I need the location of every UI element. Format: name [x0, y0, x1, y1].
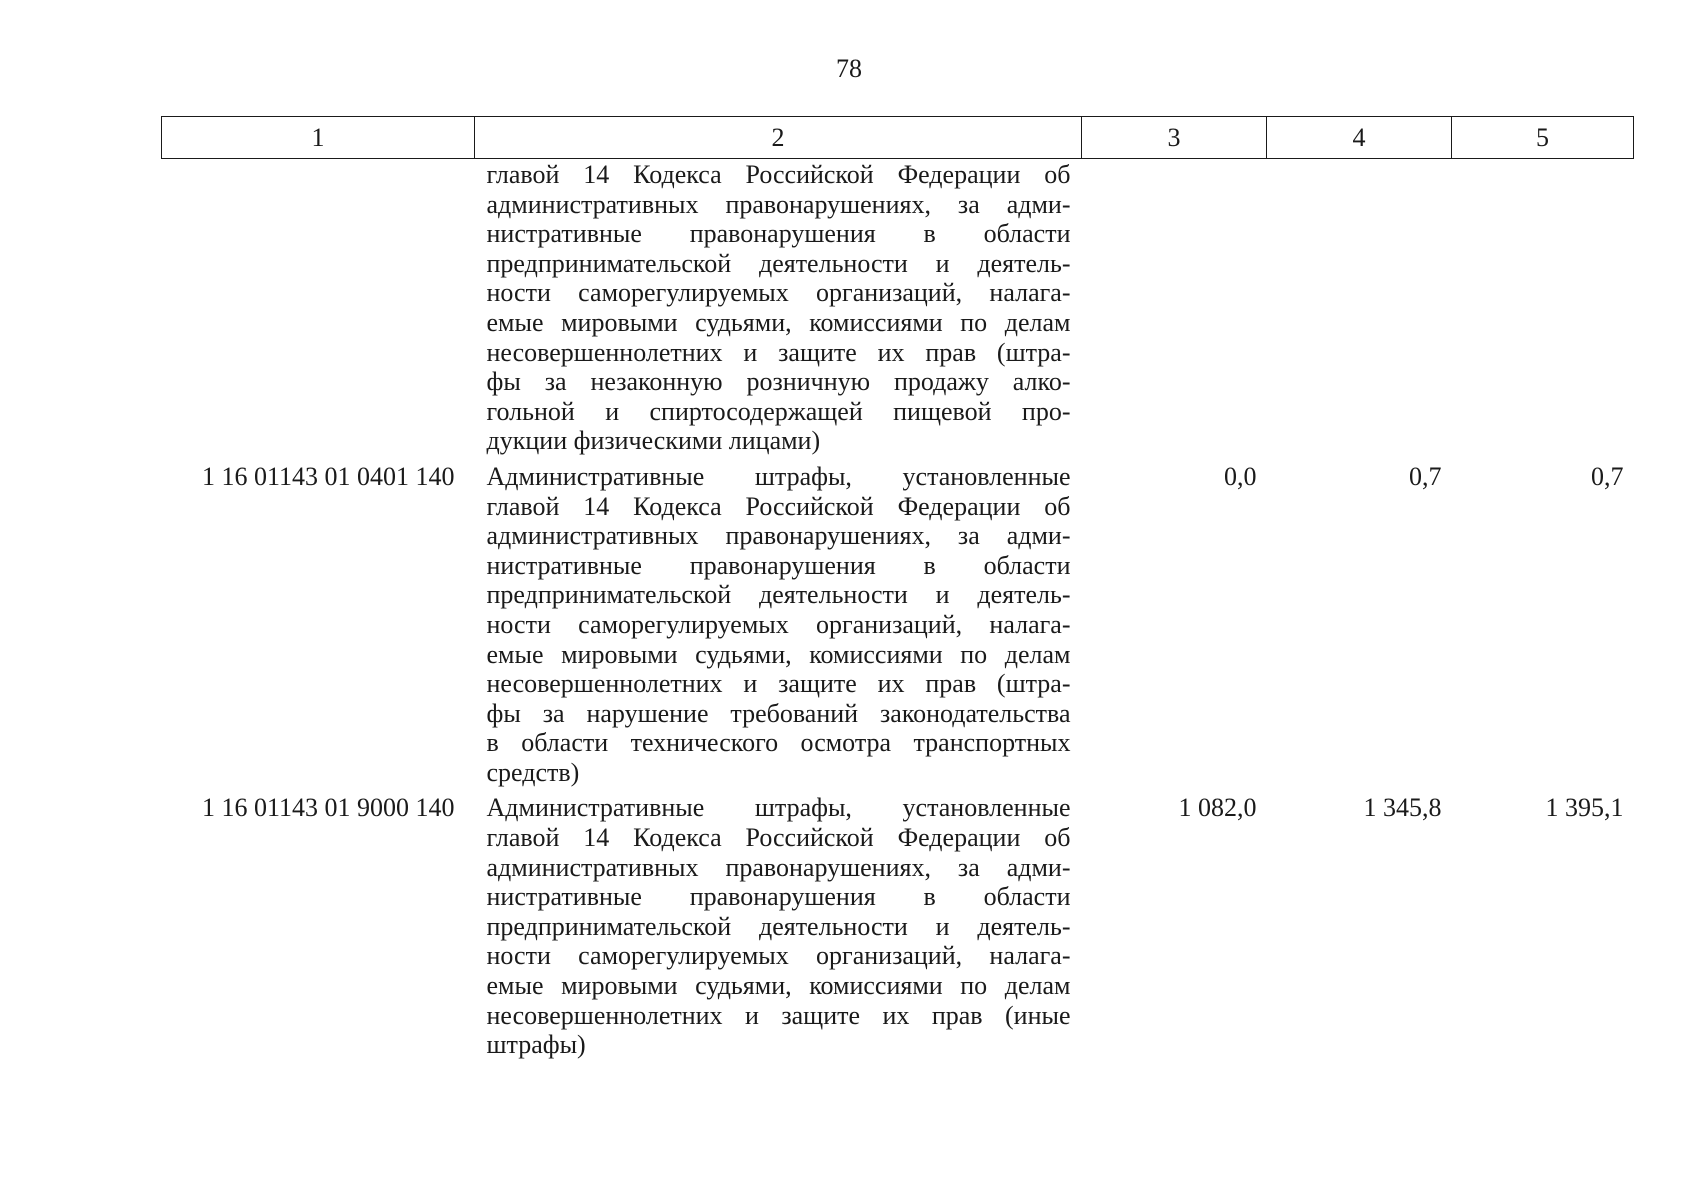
budget-code-cell: 1 16 01143 01 0401 140 — [201, 461, 455, 491]
description-line: Административные штрафы, установленные — [486, 793, 1071, 823]
page-number: 78 — [836, 54, 862, 83]
budget-code-cell: 1 16 01143 01 9000 140 — [201, 793, 455, 823]
description-cell — [475, 787, 1082, 1059]
table-row — [162, 159, 1634, 456]
description-line: несовершеннолетних и защите их прав (штра- — [486, 337, 1071, 367]
description-line: нистративные правонарушения в области — [486, 882, 1071, 912]
header-col-5: 5 — [1452, 117, 1634, 159]
description-cell — [475, 159, 1082, 456]
description-line: предпринимательской деятельности и деятель- — [486, 248, 1071, 278]
header-col-3: 3 — [1082, 117, 1267, 159]
description-line: средств) — [486, 757, 580, 787]
budget-table — [161, 116, 1634, 1060]
table-header — [162, 117, 1634, 159]
amount-col3-cell: 1 082,0 — [1178, 793, 1257, 823]
table-row — [162, 456, 1634, 788]
amount-col5-cell — [1452, 159, 1634, 456]
description-line: фы за незаконную розничную продажу алко- — [486, 367, 1071, 397]
amount-col4-cell: 1 345,8 — [1363, 793, 1442, 823]
header-col-1: 1 — [162, 117, 475, 159]
description-line: административных правонарушениях, за адми- — [486, 189, 1071, 219]
description-line: предпринимательской деятельности и деятель- — [486, 580, 1071, 610]
amount-col5-cell: 1 395,1 — [1545, 793, 1624, 823]
header-col-2: 2 — [475, 117, 1082, 159]
description-line: предпринимательской деятельности и деятель- — [486, 911, 1071, 941]
amount-col4-cell — [1267, 159, 1452, 456]
amount-col3-cell: 0,0 — [1224, 461, 1257, 491]
table-body — [162, 159, 1634, 1060]
description-line: нистративные правонарушения в области — [486, 219, 1071, 249]
description-line: нистративные правонарушения в области — [486, 550, 1071, 580]
amount-col5-cell: 0,7 — [1591, 461, 1624, 491]
description-line: емые мировыми судьями, комиссиями по делам — [486, 307, 1071, 337]
description-line: Административные штрафы, установленные — [486, 461, 1071, 491]
description-line: в области технического осмотра транспортных — [486, 728, 1071, 758]
description-line: главой 14 Кодекса Российской Федерации об — [486, 823, 1071, 853]
description-line: ности саморегулируемых организаций, налага- — [486, 609, 1071, 639]
description-line: несовершеннолетних и защите их прав (штра- — [486, 669, 1071, 699]
description-line: гольной и спиртосодержащей пищевой про- — [486, 396, 1071, 426]
budget-table-container — [161, 116, 1633, 1060]
header-col-4: 4 — [1267, 117, 1452, 159]
description-line: дукции физическими лицами) — [486, 426, 821, 456]
description-line: ности саморегулируемых организаций, налага- — [486, 278, 1071, 308]
description-line: административных правонарушениях, за адми- — [486, 852, 1071, 882]
description-cell — [475, 456, 1082, 788]
description-line: главой 14 Кодекса Российской Федерации об — [486, 160, 1071, 189]
description-line: фы за нарушение требований законодательства — [486, 698, 1071, 728]
amount-col3-cell — [1082, 159, 1267, 456]
budget-code-cell — [162, 159, 475, 456]
description-line: ности саморегулируемых организаций, налага- — [486, 941, 1071, 971]
description-line: емые мировыми судьями, комиссиями по делам — [486, 971, 1071, 1001]
description-line: главой 14 Кодекса Российской Федерации об — [486, 491, 1071, 521]
description-line: штрафы) — [486, 1030, 586, 1060]
amount-col4-cell: 0,7 — [1409, 461, 1442, 491]
table-row — [162, 787, 1634, 1059]
description-line: административных правонарушениях, за адми- — [486, 521, 1071, 551]
description-line: емые мировыми судьями, комиссиями по делам — [486, 639, 1071, 669]
description-line: несовершеннолетних и защите их прав (иные — [486, 1000, 1071, 1030]
header-row — [162, 117, 1634, 159]
